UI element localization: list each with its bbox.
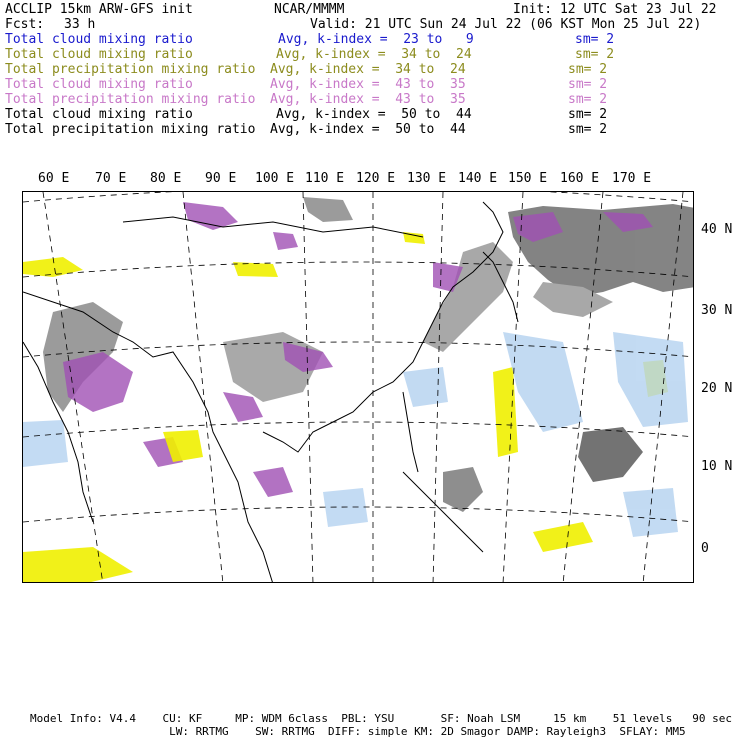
legend-smoothing: sm= 2: [568, 122, 608, 137]
longitude-label: 120 E: [356, 171, 396, 186]
gray-cloud-field: [43, 197, 694, 512]
org-label: NCAR/MMMM: [274, 2, 345, 17]
legend-field-name: Total cloud mixing ratio: [5, 32, 193, 47]
legend-field-name: Total cloud mixing ratio: [5, 47, 193, 62]
legend-smoothing: sm= 2: [568, 77, 608, 92]
map-panel: [22, 191, 694, 583]
legend-field-name: Total cloud mixing ratio: [5, 107, 193, 122]
valid-time: Valid: 21 UTC Sun 24 Jul 22 (06 KST Mon 25 Jul 22): [310, 17, 702, 32]
latitude-label: 40 N: [701, 222, 733, 237]
latitude-label: 0: [701, 541, 709, 556]
footer-physics-info: LW: RRTMG SW: RRTMG DIFF: simple KM: 2D Smagor DAMP: Rayleigh3 SFLAY: MM5: [30, 725, 686, 738]
legend-field-name: Total cloud mixing ratio: [5, 77, 193, 92]
legend-field-name: Total precipitation mixing ratio: [5, 92, 256, 107]
longitude-label: 140 E: [458, 171, 498, 186]
fcst-value: 33 h: [64, 17, 96, 32]
legend-avg-range: Avg, k-index = 43 to 35: [270, 92, 466, 107]
legend-field-name: Total precipitation mixing ratio: [5, 62, 256, 77]
legend-smoothing: sm= 2: [575, 47, 615, 62]
legend-avg-range: Avg, k-index = 23 to 9: [278, 32, 474, 47]
longitude-label: 160 E: [560, 171, 600, 186]
map-canvas: [23, 192, 694, 583]
longitude-label: 60 E: [38, 171, 70, 186]
legend-smoothing: sm= 2: [575, 32, 615, 47]
latitude-label: 10 N: [701, 459, 733, 474]
longitude-label: 170 E: [612, 171, 652, 186]
latitude-label: 30 N: [701, 303, 733, 318]
longitude-label: 110 E: [305, 171, 345, 186]
longitude-label: 90 E: [205, 171, 237, 186]
legend-smoothing: sm= 2: [568, 62, 608, 77]
longitude-label: 100 E: [255, 171, 295, 186]
latitude-label: 20 N: [701, 381, 733, 396]
longitude-label: 70 E: [95, 171, 127, 186]
legend-avg-range: Avg, k-index = 50 to 44: [270, 122, 466, 137]
init-time: Init: 12 UTC Sat 23 Jul 22: [513, 2, 717, 17]
legend-smoothing: sm= 2: [568, 107, 608, 122]
longitude-label: 130 E: [407, 171, 447, 186]
fcst-label: Fcst:: [5, 17, 45, 32]
footer-model-info: Model Info: V4.4 CU: KF MP: WDM 6class PBL: YSU SF: Noah LSM 15 km 51 levels 90 sec: [30, 712, 732, 725]
longitude-label: 150 E: [508, 171, 548, 186]
longitude-label: 80 E: [150, 171, 182, 186]
legend-avg-range: Avg, k-index = 34 to 24: [276, 47, 472, 62]
legend-smoothing: sm= 2: [568, 92, 608, 107]
legend-avg-range: Avg, k-index = 43 to 35: [270, 77, 466, 92]
legend-avg-range: Avg, k-index = 34 to 24: [270, 62, 466, 77]
model-title: ACCLIP 15km ARW-GFS init: [5, 2, 193, 17]
legend-avg-range: Avg, k-index = 50 to 44: [276, 107, 472, 122]
legend-field-name: Total precipitation mixing ratio: [5, 122, 256, 137]
